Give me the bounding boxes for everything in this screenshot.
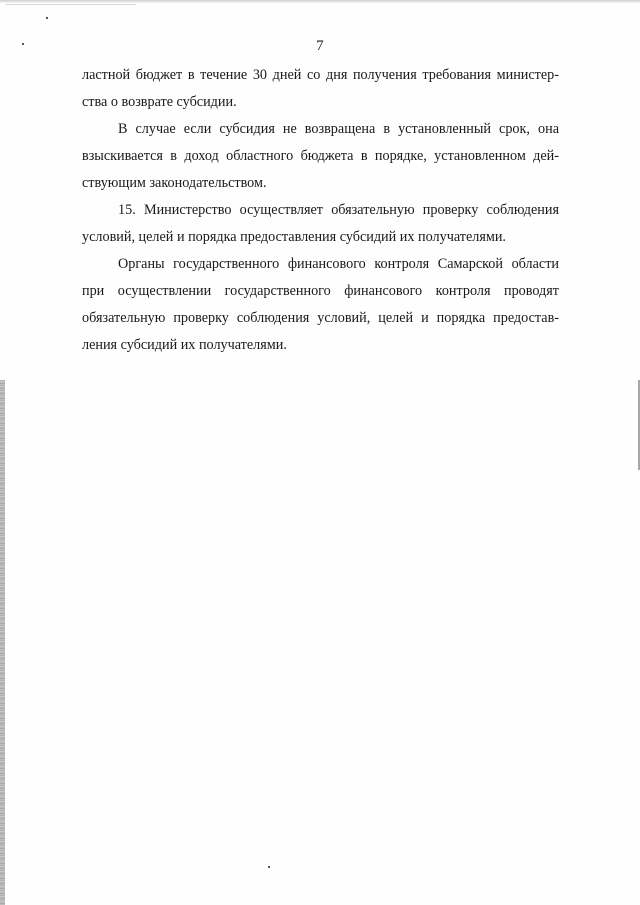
scan-top-line [6,4,136,5]
paragraph: Органы государственного финансового контроля Самарской области при осуществлении государственного финансового контроля проводят обязательную проверку соблюдения условий, целей и порядка предостав-ления субсидий их получателями. [82,256,559,353]
paragraph: В случае если субсидия не возвращена в установленный срок, она взыскивается в доход областного бюджета в порядке, установленном дей-ствующим законодательством. [82,121,559,191]
scan-top-edge [0,0,640,3]
document-body [82,62,559,359]
page-number: 7 [316,38,324,54]
paragraph-continuation: ластной бюджет в течение 30 дней со дня получения требования министер-ства о возврате субсидии. [82,67,559,110]
paragraph-clause-15: 15. Министерство осуществляет обязательную проверку соблюдения условий, целей и порядка предоставления субсидий их получателями. [82,202,559,245]
scan-speck [268,866,270,868]
scan-left-edge [0,380,5,905]
scan-speck [46,17,48,19]
